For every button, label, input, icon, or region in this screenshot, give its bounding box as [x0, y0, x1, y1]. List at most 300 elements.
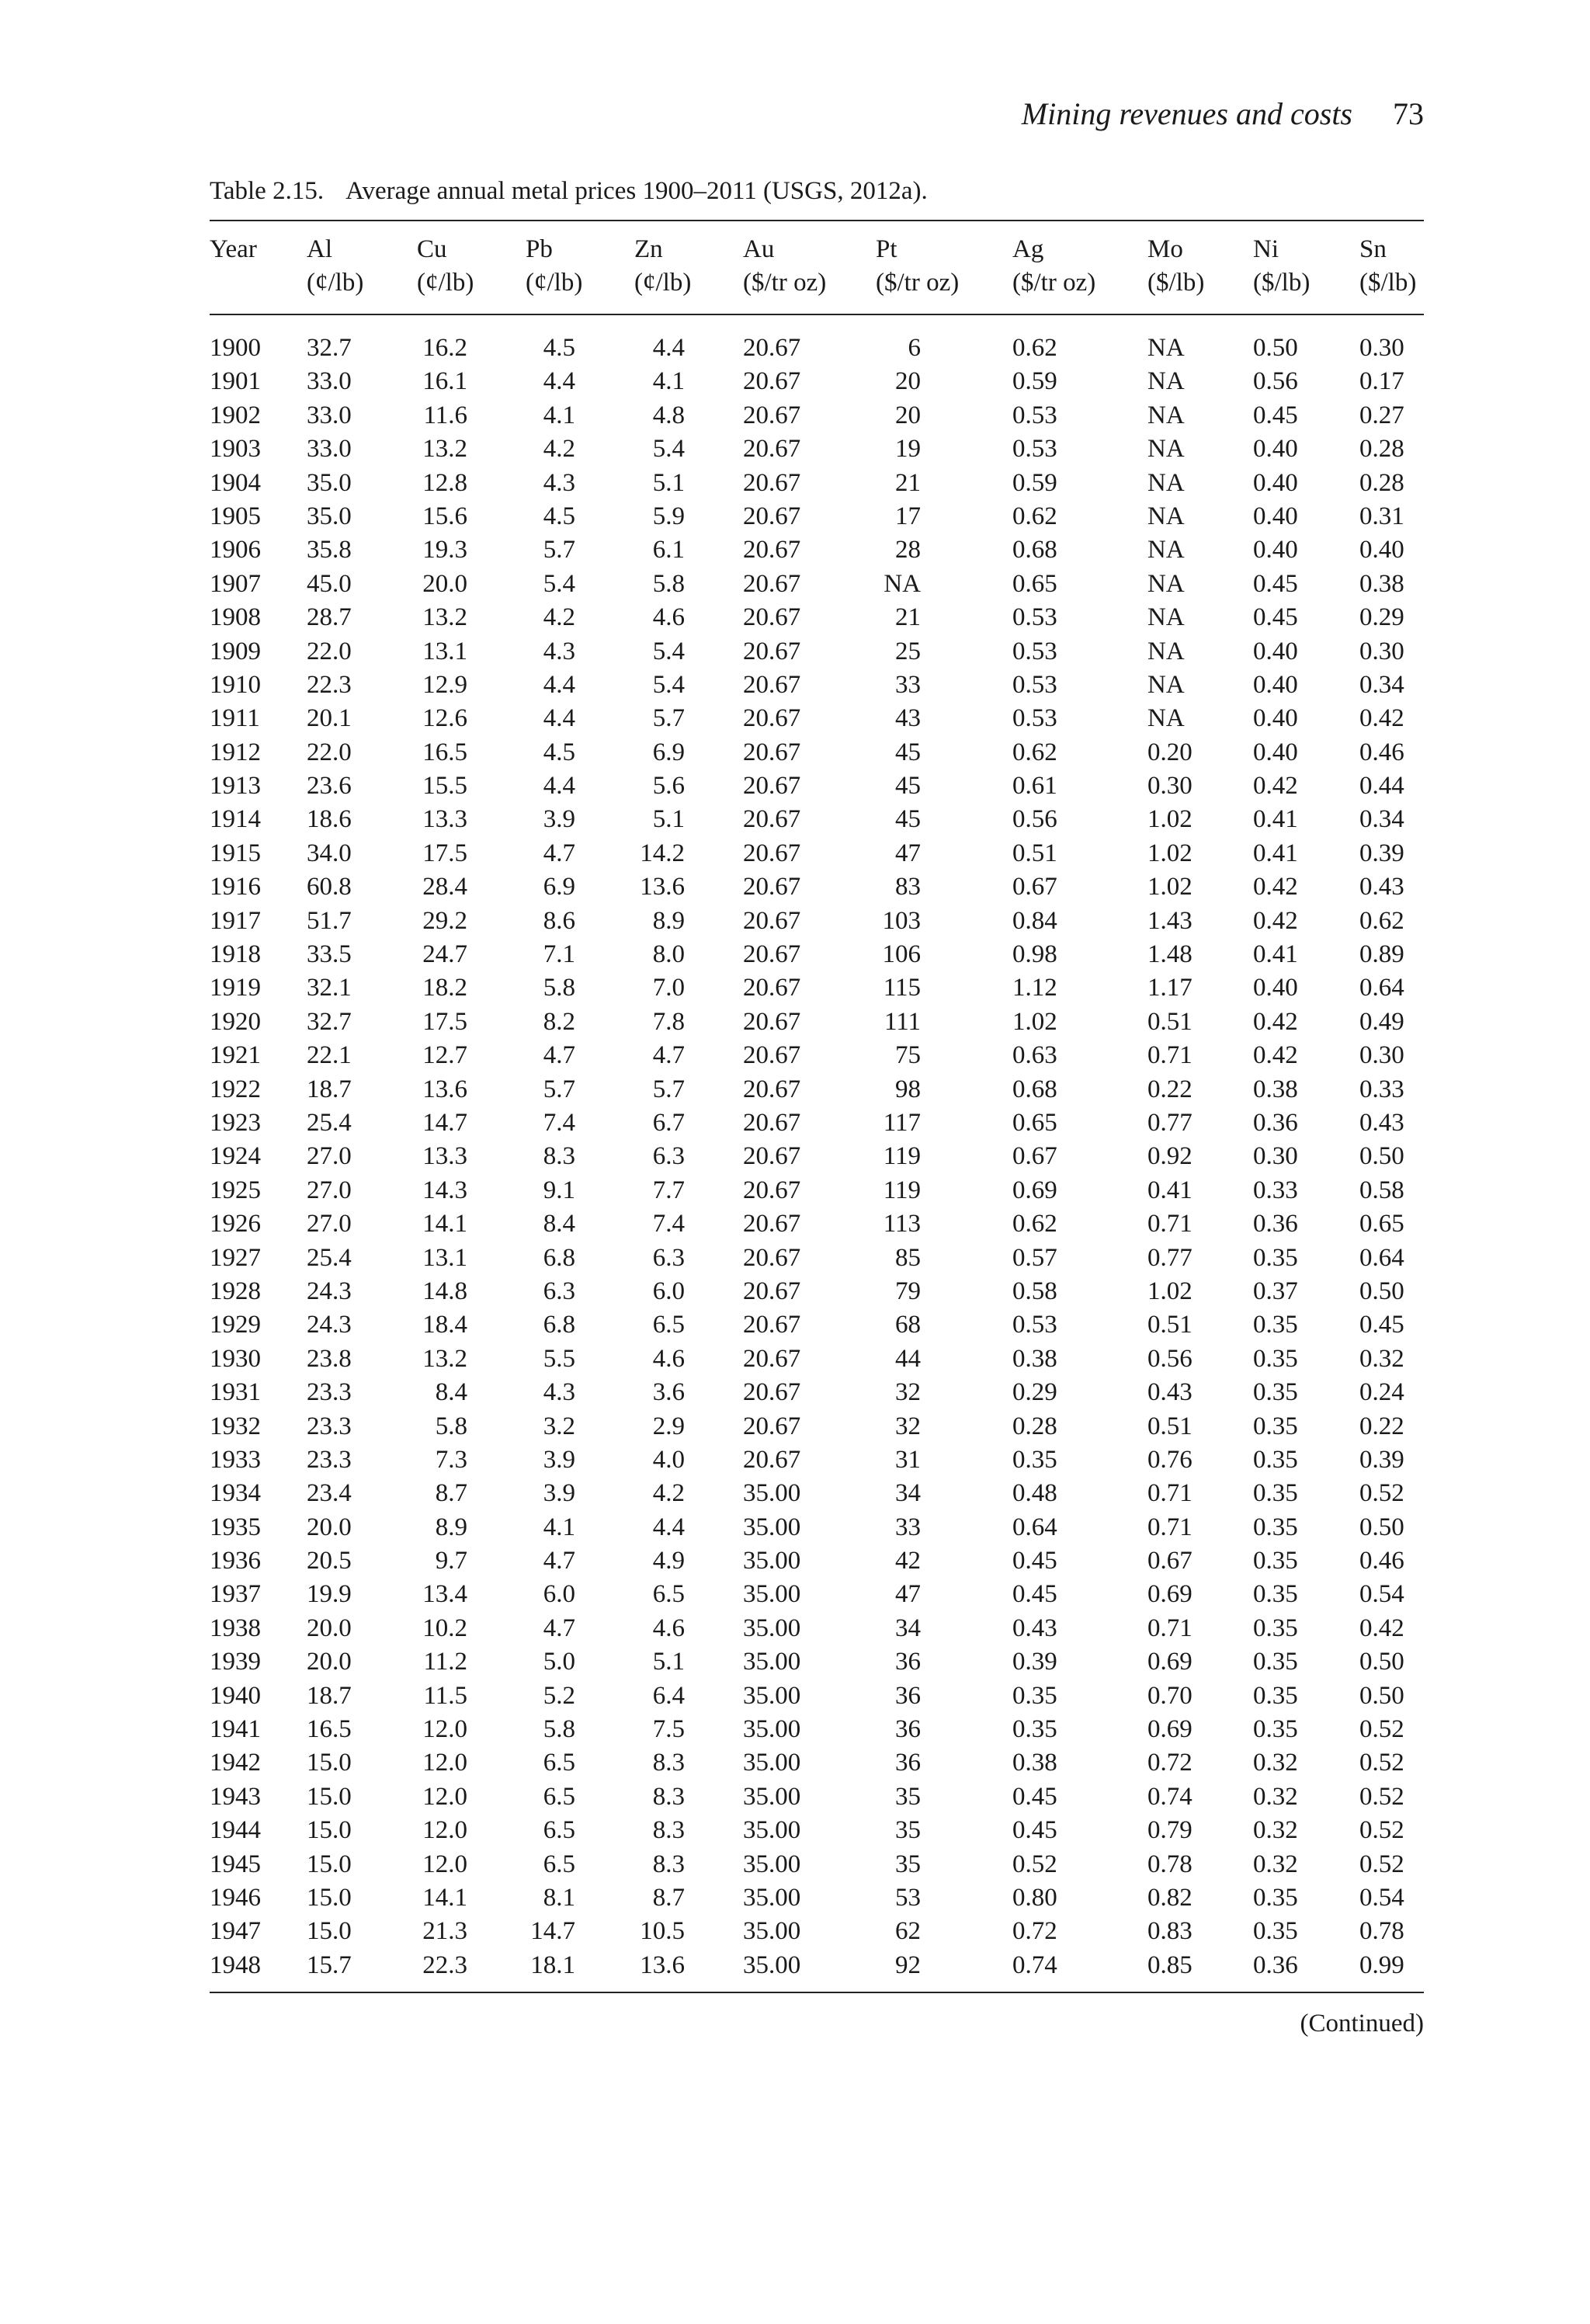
price-cell: 0.35 [1253, 1412, 1298, 1440]
year-cell: 1911 [210, 704, 260, 733]
column-header [307, 233, 363, 300]
price-cell: 2.9 [652, 1412, 685, 1440]
price-cell: 0.83 [1147, 1917, 1192, 1946]
price-cell: 0.43 [1147, 1378, 1192, 1407]
price-cell: 35.0 [307, 468, 352, 497]
table-row [0, 635, 1590, 669]
price-cell: 20.0 [307, 1513, 352, 1541]
table-caption-text: Average annual metal prices 1900–2011 (USGS, 2012a). [345, 177, 928, 205]
price-cell: 0.32 [1253, 1782, 1298, 1811]
price-cell: 5.9 [652, 502, 685, 530]
price-cell: 24.3 [307, 1277, 352, 1305]
price-cell: 0.74 [1147, 1782, 1192, 1811]
year-cell: 1933 [210, 1445, 261, 1474]
price-cell: 35.00 [743, 1883, 801, 1912]
price-cell: 35.00 [743, 1715, 801, 1744]
year-cell: 1921 [210, 1041, 261, 1070]
price-cell: 0.67 [1012, 1142, 1057, 1171]
price-cell: 28.7 [307, 603, 352, 632]
price-cell: 20.67 [743, 367, 801, 396]
price-cell: 3.9 [543, 1445, 575, 1474]
price-cell: 32 [895, 1412, 921, 1440]
price-cell: 0.50 [1359, 1513, 1404, 1541]
price-cell: 17 [895, 502, 921, 530]
price-cell: 20.5 [307, 1547, 352, 1575]
price-cell: 0.30 [1359, 334, 1404, 362]
price-cell: 23.6 [307, 772, 352, 801]
price-cell: 12.7 [422, 1041, 467, 1070]
year-cell: 1926 [210, 1210, 261, 1238]
price-cell: 13.1 [422, 1243, 467, 1272]
price-cell: 35 [895, 1782, 921, 1811]
price-cell: 10.2 [422, 1614, 467, 1642]
price-cell: 35.00 [743, 1816, 801, 1845]
table-row [0, 769, 1590, 803]
running-head-title: Mining revenues and costs [1021, 96, 1352, 131]
price-cell: 20.67 [743, 1007, 801, 1036]
table-row [0, 1881, 1590, 1915]
price-cell: 0.80 [1012, 1883, 1057, 1912]
price-cell: 6.4 [652, 1681, 685, 1710]
table-row [0, 332, 1590, 365]
price-cell: 0.35 [1253, 1479, 1298, 1508]
year-cell: 1908 [210, 603, 261, 632]
price-cell: 6 [908, 334, 921, 362]
price-cell: 4.7 [543, 1547, 575, 1575]
price-cell: 0.53 [1012, 435, 1057, 464]
price-cell: 0.69 [1147, 1580, 1192, 1609]
price-cell: 0.64 [1012, 1513, 1057, 1541]
price-cell: 0.40 [1253, 738, 1298, 766]
price-cell: 0.74 [1012, 1951, 1057, 1979]
price-cell: 0.53 [1012, 637, 1057, 665]
price-cell: 0.52 [1359, 1850, 1404, 1878]
price-cell: 8.9 [435, 1513, 467, 1541]
price-cell: 0.56 [1253, 367, 1298, 396]
price-cell: 0.52 [1359, 1715, 1404, 1744]
price-cell: 17.5 [422, 1007, 467, 1036]
price-cell: 20.67 [743, 1243, 801, 1272]
price-cell: 20.67 [743, 974, 801, 1002]
price-cell: 0.53 [1012, 1311, 1057, 1339]
price-cell: 24.7 [422, 940, 467, 969]
price-cell: 20.67 [743, 1041, 801, 1070]
table-row [0, 938, 1590, 971]
price-cell: 0.33 [1253, 1176, 1298, 1204]
price-cell: 0.38 [1012, 1344, 1057, 1373]
price-cell: 4.5 [543, 738, 575, 766]
table-row [0, 1006, 1590, 1039]
price-cell: 85 [895, 1243, 921, 1272]
column-header-unit: ($/lb) [1359, 269, 1417, 297]
price-cell: 0.35 [1253, 1243, 1298, 1272]
price-cell: 0.36 [1253, 1210, 1298, 1238]
price-cell: 1.02 [1147, 873, 1192, 901]
price-cell: 0.45 [1012, 1782, 1057, 1811]
price-cell: 4.7 [543, 1614, 575, 1642]
price-cell: 15.6 [422, 502, 467, 530]
price-cell: 0.71 [1147, 1479, 1192, 1508]
year-cell: 1947 [210, 1917, 261, 1946]
price-cell: 3.2 [543, 1412, 575, 1440]
price-cell: 0.33 [1359, 1075, 1404, 1103]
price-cell: 12.0 [422, 1782, 467, 1811]
price-cell: 35.00 [743, 1513, 801, 1541]
year-cell: 1945 [210, 1850, 261, 1878]
price-cell: 53 [895, 1883, 921, 1912]
price-cell: 35.00 [743, 1479, 801, 1508]
price-cell: 0.42 [1253, 906, 1298, 935]
price-cell: 0.39 [1012, 1648, 1057, 1676]
price-cell: 5.8 [435, 1412, 467, 1440]
price-cell: 103 [882, 906, 921, 935]
price-cell: 3.6 [652, 1378, 685, 1407]
table-row [0, 1275, 1590, 1308]
table-row [0, 1376, 1590, 1409]
price-cell: 1.02 [1147, 805, 1192, 834]
year-cell: 1948 [210, 1951, 261, 1979]
price-cell: 20.67 [743, 468, 801, 497]
price-cell: 0.70 [1147, 1681, 1192, 1710]
price-cell: 0.39 [1359, 839, 1404, 867]
column-header-unit: ($/tr oz) [1012, 269, 1096, 297]
price-cell: 19.9 [307, 1580, 352, 1609]
price-cell: 4.1 [543, 401, 575, 429]
price-cell: 7.3 [435, 1445, 467, 1474]
column-header-unit: ($/lb) [1147, 269, 1205, 297]
price-cell: 0.45 [1012, 1547, 1057, 1575]
continued-label: (Continued) [1300, 2010, 1424, 2037]
price-cell: 8.2 [543, 1007, 575, 1036]
price-cell: 32.1 [307, 974, 352, 1002]
price-cell: NA [1147, 334, 1185, 362]
price-cell: 13.2 [422, 435, 467, 464]
column-header [876, 233, 959, 300]
price-cell: 75 [895, 1041, 921, 1070]
price-cell: 6.9 [652, 738, 685, 766]
price-cell: 0.54 [1359, 1883, 1404, 1912]
price-cell: 14.3 [422, 1176, 467, 1204]
price-cell: 32.7 [307, 334, 352, 362]
price-cell: 0.63 [1012, 1041, 1057, 1070]
price-cell: 35 [895, 1816, 921, 1845]
price-cell: 7.0 [652, 974, 685, 1002]
price-cell: 20.67 [743, 1142, 801, 1171]
price-cell: 5.1 [652, 468, 685, 497]
price-cell: 0.43 [1359, 1108, 1404, 1137]
price-cell: NA [1147, 637, 1185, 665]
price-cell: 22.3 [422, 1951, 467, 1979]
table-row [0, 1477, 1590, 1510]
price-cell: 15.0 [307, 1883, 352, 1912]
year-cell: 1904 [210, 468, 261, 497]
price-cell: 12.0 [422, 1850, 467, 1878]
price-cell: 14.7 [530, 1917, 575, 1946]
price-cell: 98 [895, 1075, 921, 1103]
price-cell: 20.67 [743, 569, 801, 598]
table-row [0, 1174, 1590, 1207]
price-cell: 0.35 [1012, 1445, 1057, 1474]
year-cell: 1930 [210, 1344, 261, 1373]
price-cell: 20.67 [743, 1108, 801, 1137]
price-cell: 35.00 [743, 1749, 801, 1777]
price-cell: 35.00 [743, 1850, 801, 1878]
price-cell: 0.69 [1147, 1715, 1192, 1744]
price-cell: 111 [884, 1007, 921, 1036]
price-cell: 20.67 [743, 1311, 801, 1339]
price-cell: 0.65 [1012, 1108, 1057, 1137]
price-cell: 0.41 [1253, 839, 1298, 867]
price-cell: 5.4 [652, 670, 685, 699]
price-cell: 7.4 [543, 1108, 575, 1137]
year-cell: 1946 [210, 1883, 261, 1912]
price-cell: 15.0 [307, 1917, 352, 1946]
price-cell: 0.92 [1147, 1142, 1192, 1171]
year-cell: 1920 [210, 1007, 261, 1036]
price-cell: 0.82 [1147, 1883, 1192, 1912]
price-cell: 0.30 [1359, 637, 1404, 665]
price-cell: 20.67 [743, 805, 801, 834]
price-cell: 0.62 [1012, 502, 1057, 530]
price-cell: 20.67 [743, 603, 801, 632]
price-cell: 8.1 [543, 1883, 575, 1912]
price-cell: 13.6 [422, 1075, 467, 1103]
price-cell: 0.41 [1253, 805, 1298, 834]
price-cell: 4.5 [543, 334, 575, 362]
year-cell: 1940 [210, 1681, 261, 1710]
year-cell: 1937 [210, 1580, 261, 1609]
price-cell: 1.48 [1147, 940, 1192, 969]
price-cell: 0.77 [1147, 1243, 1192, 1272]
price-cell: 4.2 [543, 435, 575, 464]
price-cell: 51.7 [307, 906, 352, 935]
price-cell: 79 [895, 1277, 921, 1305]
price-cell: 4.4 [652, 1513, 685, 1541]
price-cell: 0.43 [1012, 1614, 1057, 1642]
price-cell: 0.68 [1012, 536, 1057, 564]
price-cell: 4.2 [652, 1479, 685, 1508]
table-row [0, 399, 1590, 432]
price-cell: 12.6 [422, 704, 467, 733]
price-cell: 4.3 [543, 1378, 575, 1407]
table-row [0, 1106, 1590, 1140]
price-cell: 0.35 [1253, 1681, 1298, 1710]
table-row [0, 1645, 1590, 1679]
price-cell: 0.85 [1147, 1951, 1192, 1979]
price-cell: 4.3 [543, 468, 575, 497]
price-cell: 4.7 [652, 1041, 685, 1070]
price-cell: 18.7 [307, 1075, 352, 1103]
price-cell: 6.7 [652, 1108, 685, 1137]
price-cell: 6.5 [652, 1580, 685, 1609]
price-cell: 8.7 [435, 1479, 467, 1508]
price-cell: 0.53 [1012, 603, 1057, 632]
price-cell: 36 [895, 1648, 921, 1676]
price-cell: 20.67 [743, 1176, 801, 1204]
price-cell: 20.0 [307, 1648, 352, 1676]
price-cell: 5.2 [543, 1681, 575, 1710]
price-cell: 0.50 [1359, 1142, 1404, 1171]
price-cell: 45 [895, 772, 921, 801]
price-cell: 0.62 [1012, 738, 1057, 766]
price-cell: 0.56 [1012, 805, 1057, 834]
price-cell: 35 [895, 1850, 921, 1878]
price-cell: 92 [895, 1951, 921, 1979]
table-row [0, 1814, 1590, 1847]
table-row [0, 1242, 1590, 1275]
year-cell: 1934 [210, 1479, 261, 1508]
price-cell: 0.98 [1012, 940, 1057, 969]
column-header-unit: ($/tr oz) [876, 269, 960, 297]
price-cell: 0.45 [1359, 1311, 1404, 1339]
price-cell: 0.35 [1253, 1715, 1298, 1744]
price-cell: 23.3 [307, 1445, 352, 1474]
price-cell: 6.0 [652, 1277, 685, 1305]
price-cell: 0.40 [1253, 670, 1298, 699]
price-cell: 33.5 [307, 940, 352, 969]
price-cell: 35.00 [743, 1648, 801, 1676]
price-cell: 0.40 [1359, 536, 1404, 564]
price-cell: 47 [895, 1580, 921, 1609]
price-cell: 0.28 [1359, 468, 1404, 497]
price-cell: 16.1 [422, 367, 467, 396]
price-cell: 34.0 [307, 839, 352, 867]
price-cell: 4.7 [543, 1041, 575, 1070]
page-number: 73 [1393, 96, 1424, 131]
price-cell: 4.4 [543, 670, 575, 699]
price-cell: 20.67 [743, 670, 801, 699]
table-row [0, 467, 1590, 500]
price-cell: 0.28 [1012, 1412, 1057, 1440]
price-cell: 4.7 [543, 839, 575, 867]
table-row [0, 1544, 1590, 1578]
price-cell: 0.42 [1253, 772, 1298, 801]
price-cell: 35.00 [743, 1917, 801, 1946]
table-row [0, 1207, 1590, 1241]
price-cell: 0.17 [1359, 367, 1404, 396]
table-row [0, 1073, 1590, 1106]
price-cell: 0.40 [1253, 704, 1298, 733]
price-cell: 7.4 [652, 1210, 685, 1238]
price-cell: 5.7 [652, 704, 685, 733]
price-cell: 8.3 [652, 1816, 685, 1845]
price-cell: 22.0 [307, 637, 352, 665]
price-cell: 11.5 [423, 1681, 467, 1710]
price-cell: 15.0 [307, 1782, 352, 1811]
column-header-name: Pt [876, 235, 897, 263]
price-cell: 0.34 [1359, 805, 1404, 834]
price-cell: 5.4 [652, 435, 685, 464]
year-cell: 1944 [210, 1816, 261, 1845]
price-cell: 23.8 [307, 1344, 352, 1373]
price-cell: NA [1147, 670, 1185, 699]
price-cell: 32 [895, 1378, 921, 1407]
price-cell: 4.4 [543, 704, 575, 733]
price-cell: 0.72 [1012, 1917, 1057, 1946]
price-cell: 45.0 [307, 569, 352, 598]
column-header-unit: (¢/lb) [417, 269, 474, 297]
price-cell: 0.45 [1012, 1816, 1057, 1845]
price-cell: 4.3 [543, 637, 575, 665]
price-cell: 5.5 [543, 1344, 575, 1373]
price-cell: 18.2 [422, 974, 467, 1002]
running-head [208, 95, 1424, 134]
price-cell: NA [1147, 502, 1185, 530]
price-cell: 0.71 [1147, 1513, 1192, 1541]
year-cell: 1905 [210, 502, 261, 530]
year-cell: 1938 [210, 1614, 261, 1642]
price-cell: 36 [895, 1749, 921, 1777]
year-cell: 1936 [210, 1547, 261, 1575]
price-cell: 20.0 [422, 569, 467, 598]
price-cell: 5.1 [652, 1648, 685, 1676]
price-cell: 13.6 [640, 873, 685, 901]
price-cell: NA [1147, 401, 1185, 429]
price-cell: 23.3 [307, 1378, 352, 1407]
column-header-unit: (¢/lb) [526, 269, 583, 297]
price-cell: 17.5 [422, 839, 467, 867]
price-cell: 0.43 [1359, 873, 1404, 901]
price-cell: 0.35 [1253, 1648, 1298, 1676]
table-row [0, 971, 1590, 1005]
price-cell: 0.79 [1147, 1816, 1192, 1845]
table-caption [210, 175, 928, 207]
price-cell: 0.30 [1359, 1041, 1404, 1070]
price-cell: 22.0 [307, 738, 352, 766]
year-cell: 1917 [210, 906, 261, 935]
price-cell: 20.67 [743, 1277, 801, 1305]
year-cell: 1910 [210, 670, 261, 699]
price-cell: 13.4 [422, 1580, 467, 1609]
price-cell: 8.3 [652, 1782, 685, 1811]
price-cell: 33.0 [307, 401, 352, 429]
price-cell: 0.35 [1253, 1547, 1298, 1575]
price-cell: 0.35 [1253, 1311, 1298, 1339]
price-cell: 6.5 [543, 1816, 575, 1845]
price-cell: 0.53 [1012, 401, 1057, 429]
price-cell: 1.02 [1012, 1007, 1057, 1036]
table-header [0, 233, 1590, 304]
price-cell: 23.4 [307, 1479, 352, 1508]
price-cell: 36 [895, 1681, 921, 1710]
price-cell: 20.67 [743, 401, 801, 429]
price-cell: 0.40 [1253, 502, 1298, 530]
price-cell: 12.0 [422, 1749, 467, 1777]
price-cell: 8.4 [543, 1210, 575, 1238]
price-cell: 4.6 [652, 1614, 685, 1642]
year-cell: 1909 [210, 637, 261, 665]
price-cell: 8.7 [652, 1883, 685, 1912]
price-cell: 0.52 [1359, 1816, 1404, 1845]
price-cell: 0.29 [1012, 1378, 1057, 1407]
table-row [0, 870, 1590, 904]
year-cell: 1914 [210, 805, 261, 834]
price-cell: 4.2 [543, 603, 575, 632]
price-cell: 20.67 [743, 873, 801, 901]
price-cell: 13.3 [422, 805, 467, 834]
price-cell: NA [1147, 704, 1185, 733]
table-body [0, 332, 1590, 1982]
price-cell: 5.4 [543, 569, 575, 598]
price-cell: 20.0 [307, 1614, 352, 1642]
price-cell: 0.50 [1359, 1648, 1404, 1676]
price-cell: 0.52 [1359, 1782, 1404, 1811]
table-row [0, 1343, 1590, 1376]
price-cell: 8.3 [543, 1142, 575, 1171]
table-row [0, 1915, 1590, 1948]
table-row [0, 1308, 1590, 1342]
price-cell: 4.8 [652, 401, 685, 429]
